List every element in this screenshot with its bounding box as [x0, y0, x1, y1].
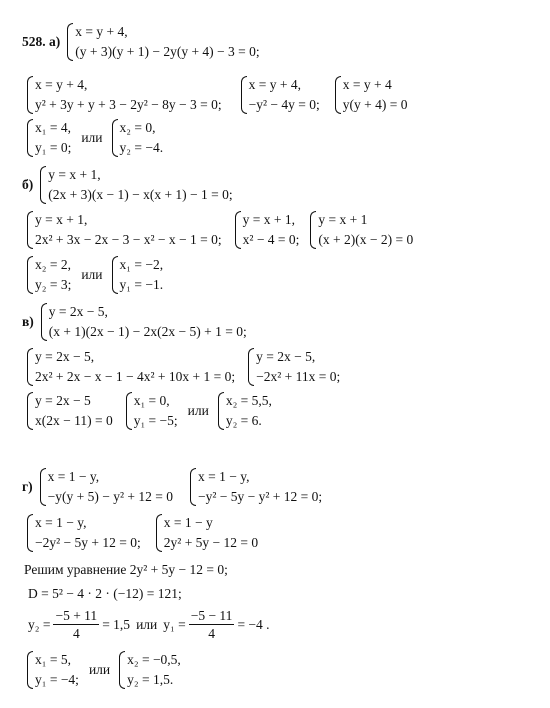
equation: y = 2x − 5, — [48, 304, 108, 319]
equation-system — [334, 75, 408, 115]
answer-system — [26, 118, 71, 158]
equation-system — [66, 22, 259, 62]
equation-system — [234, 210, 300, 250]
or-word: или — [81, 130, 103, 145]
root-value: = 1,5 — [102, 616, 131, 632]
answer-system — [26, 650, 79, 690]
equation: −y² − 4y = 0; — [248, 97, 320, 112]
equation-system — [155, 513, 258, 553]
equation: y² + 3y + y + 3 − 2y² − 8y − 3 = 0; — [35, 97, 222, 112]
fraction-numerator: −5 + 11 — [55, 608, 98, 623]
discriminant: D = 5² − 4 · 2 · (−12) = 121; — [28, 586, 182, 601]
fraction-numerator: −5 − 11 — [190, 608, 233, 623]
equation: x = y + 4, — [248, 77, 301, 92]
problem-label: 528. а) — [22, 34, 61, 49]
problem-g-steps-row — [26, 513, 266, 553]
equation: y₂ = 3; — [35, 277, 72, 292]
equation-system — [240, 75, 320, 115]
equation: 2y² + 5y − 12 = 0 — [163, 535, 259, 550]
equation: x = y + 4, — [35, 77, 88, 92]
equation: x₂ = 0, — [119, 120, 156, 135]
equation: x = 1 − y, — [47, 469, 100, 484]
problem-label: в) — [22, 314, 34, 329]
problem-v-steps-row — [26, 347, 348, 387]
equation: y₂ = 6. — [225, 413, 262, 428]
answer-system — [217, 391, 272, 431]
equation: 2x² + 3x − 2x − 3 − x² − x − 1 = 0; — [35, 232, 222, 247]
equation: y = x + 1, — [35, 212, 88, 227]
equation: −2y² − 5y + 12 = 0; — [35, 535, 141, 550]
equation: x = y + 4, — [75, 24, 128, 39]
equation-system — [39, 165, 232, 205]
equation: x₁ = 5, — [35, 652, 71, 667]
equation: y₁ = 0; — [35, 140, 72, 155]
equation-system — [26, 391, 113, 431]
problem-b-given-row — [22, 165, 241, 205]
root-value: = −4 . — [237, 616, 270, 632]
equation: x₂ = 5,5, — [225, 393, 272, 408]
equation: −2x² + 11x = 0; — [256, 369, 341, 384]
problem-a-steps-row — [26, 75, 416, 115]
equation: x = 1 − y — [163, 515, 213, 530]
equation: x(2x − 11) = 0 — [35, 413, 113, 428]
equation: (x + 2)(x − 2) = 0 — [318, 232, 414, 247]
equation-system — [26, 75, 222, 115]
equation: x = 1 − y, — [198, 469, 250, 484]
answer-system — [125, 391, 178, 431]
answer-system — [111, 118, 164, 158]
problem-label: г) — [22, 479, 33, 494]
equation: y = 2x − 5 — [35, 393, 91, 408]
equation-system — [309, 210, 413, 250]
problem-b-steps-row — [26, 210, 421, 250]
problem-g-given-row — [22, 467, 330, 507]
equation-system — [26, 210, 222, 250]
equation-system — [40, 302, 247, 342]
equation: y₂ = −4. — [119, 140, 164, 155]
answer-system — [111, 255, 164, 295]
equation: y = x + 1 — [318, 212, 368, 227]
problem-b-answer-row — [26, 255, 171, 295]
equation: y = x + 1, — [48, 167, 101, 182]
or-word: или — [187, 403, 209, 418]
equation-system — [247, 347, 340, 387]
solve-text-row — [24, 562, 228, 578]
problem-a-answer-row — [26, 118, 171, 158]
equation: x₂ = 2, — [35, 257, 71, 272]
fraction-denominator: 4 — [72, 626, 80, 641]
equation: y = 2x − 5, — [35, 349, 95, 364]
answer-system — [118, 650, 181, 690]
equation: y₂ = 1,5. — [127, 672, 174, 687]
problem-v-answer-row — [26, 391, 280, 431]
equation-system — [39, 467, 173, 507]
equation: y = 2x − 5, — [256, 349, 316, 364]
equation: x₁ = 4, — [35, 120, 71, 135]
equation: x² − 4 = 0; — [242, 232, 300, 247]
equation-system — [26, 513, 141, 553]
or-word: или — [136, 616, 158, 632]
equation: x₂ = −0,5, — [127, 652, 181, 667]
fraction — [189, 607, 235, 642]
answer-system — [26, 255, 71, 295]
equation: y₁ = −1. — [119, 277, 164, 292]
equation: x = 1 − y, — [35, 515, 87, 530]
equation: (x + 1)(2x − 1) − 2x(2x − 5) + 1 = 0; — [48, 324, 247, 339]
equation: x = y + 4 — [342, 77, 392, 92]
discriminant-row — [28, 586, 182, 602]
fraction — [53, 607, 99, 642]
problem-g-answer-row — [26, 650, 189, 690]
equation: 2x² + 2x − x − 1 − 4x² + 10x + 1 = 0; — [35, 369, 236, 384]
equation: y = x + 1, — [242, 212, 295, 227]
problem-label: б) — [22, 177, 34, 192]
problem-a-given-row — [22, 22, 268, 62]
equation: x₁ = 0, — [133, 393, 170, 408]
equation: −y² − 5y − y² + 12 = 0; — [198, 489, 323, 504]
equation: (y + 3)(y + 1) − 2y(y + 4) − 3 = 0; — [75, 44, 260, 59]
fraction-denominator: 4 — [208, 626, 215, 641]
solve-text: Решим уравнение 2y² + 5y − 12 = 0; — [24, 562, 228, 577]
equation-system — [189, 467, 322, 507]
or-word: или — [81, 267, 103, 282]
equation: y₁ = −4; — [35, 672, 79, 687]
root-lhs: y₂ = — [28, 616, 51, 632]
or-word: или — [88, 662, 111, 677]
equation: (2x + 3)(x − 1) − x(x + 1) − 1 = 0; — [48, 187, 233, 202]
problem-v-given-row — [22, 302, 255, 342]
equation: x₁ = −2, — [119, 257, 164, 272]
equation: y(y + 4) = 0 — [342, 97, 408, 112]
equation: −y(y + 5) − y² + 12 = 0 — [47, 489, 173, 504]
roots-row — [28, 607, 270, 642]
equation: y₁ = −5; — [133, 413, 178, 428]
equation-system — [26, 347, 235, 387]
root-lhs: y₁ = — [163, 616, 186, 632]
